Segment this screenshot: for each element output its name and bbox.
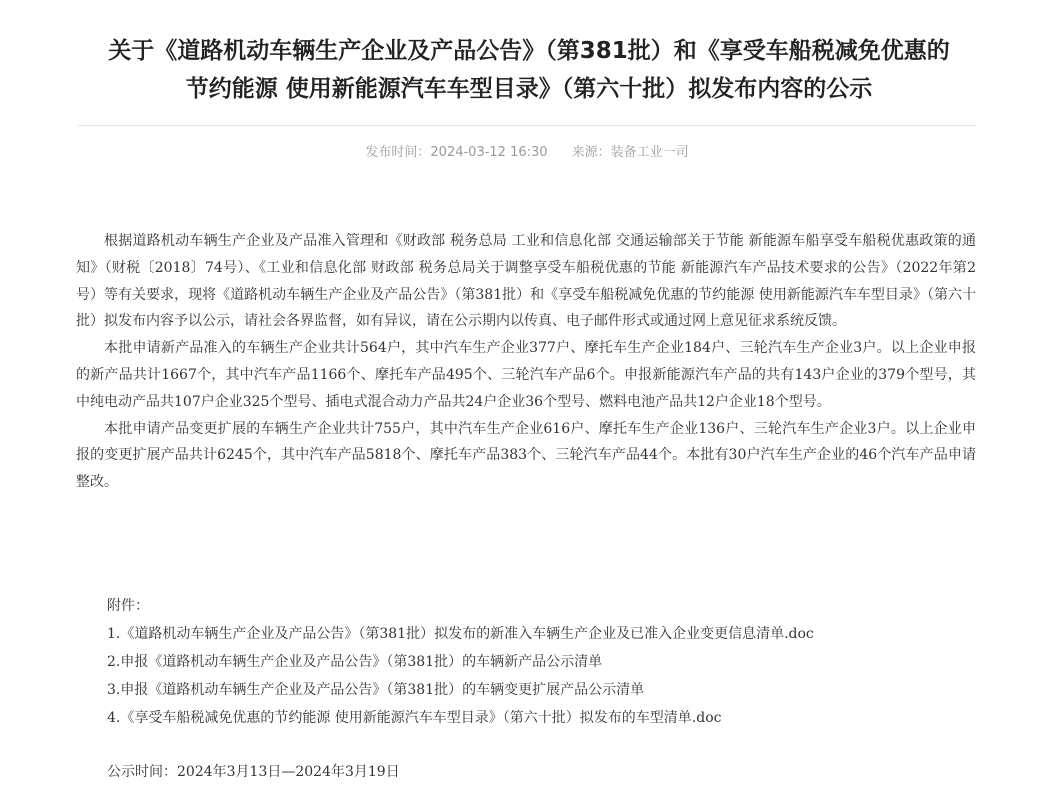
body-paragraph-new-products: 本批申请新产品准入的车辆生产企业共计564户，其中汽车生产企业377户、摩托车生产企业184户、三轮汽车生产企业3户。以上企业申报的新产品共计1667个，其中汽车产品1166个、摩托车产品495个、三轮汽车产品6个。申报新能源汽车产品的共有143户企业的379个型号，其中纯电动产品共107户企业325个型号、插电式混合动力产品共24户企业36个型号、燃料电池产品共12户企业18个型号。: [76, 340, 976, 410]
publish-time-value: 2024-03-12 16:30: [430, 145, 548, 160]
publish-time-label: 发布时间：: [365, 145, 431, 160]
article-meta: [78, 143, 976, 163]
attachment-link-1[interactable]: 1.《道路机动车辆生产企业及产品公告》（第381批）拟发布的新准入车辆生产企业及已准入企业变更信息清单.doc: [107, 626, 814, 642]
notice-period: 公示时间：2024年3月13日—2024年3月19日: [107, 764, 400, 780]
attachment-link-2[interactable]: 2.申报《道路机动车辆生产企业及产品公告》（第381批）的车辆新产品公示清单: [107, 654, 603, 670]
title-divider: [78, 125, 976, 126]
article-title-line-1: 关于《道路机动车辆生产企业及产品公告》（第381批）和《享受车船税减免优惠的: [108, 38, 950, 64]
attachment-link-3[interactable]: 3.申报《道路机动车辆生产企业及产品公告》（第381批）的车辆变更扩展产品公示清单: [107, 682, 645, 698]
body-paragraph-change-extension: 本批申请产品变更扩展的车辆生产企业共计755户，其中汽车生产企业616户、摩托车生产企业136户、三轮汽车生产企业3户。以上企业申报的变更扩展产品共计6245个，其中汽车产品5818个、摩托车产品383个、三轮汽车产品44个。本批有30户汽车生产企业的46个汽车产品申请整改。: [76, 420, 976, 491]
body-paragraph-intro: 根据道路机动车辆生产企业及产品准入管理和《财政部 税务总局 工业和信息化部 交通运输部关于节能 新能源车船享受车船税优惠政策的通知》（财税〔2018〕74号）、《工业和信息化部 财政部 税务总局关于调整享受车船税优惠的节能 新能源汽车产品技术要求的公告》（2022年第2号）等有关要求，现将《道路机动车辆生产企业及产品公告》（第381批）和《享受车船税减免优惠的节约能源 使用新能源汽车车型目录》（第六十批）拟发布内容予以公示，请社会各界监督，如有异议，请在公示期内以传真、电子邮件形式或通过网上意见征求系统反馈。: [76, 233, 976, 330]
article-title: [60, 32, 998, 108]
attachments-section: [107, 592, 987, 732]
article-body: [76, 228, 976, 496]
attachments-list: [107, 620, 987, 732]
attachments-heading: 附件：: [107, 598, 149, 614]
article-title-line-2: 节约能源 使用新能源汽车车型目录》（第六十批）拟发布内容的公示: [185, 76, 873, 102]
source-value: 装备工业一司: [610, 145, 689, 160]
source-label: 来源：: [571, 145, 611, 160]
attachment-link-4[interactable]: 4.《享受车船税减免优惠的节约能源 使用新能源汽车车型目录》（第六十批）拟发布的车型清单.doc: [107, 710, 722, 726]
